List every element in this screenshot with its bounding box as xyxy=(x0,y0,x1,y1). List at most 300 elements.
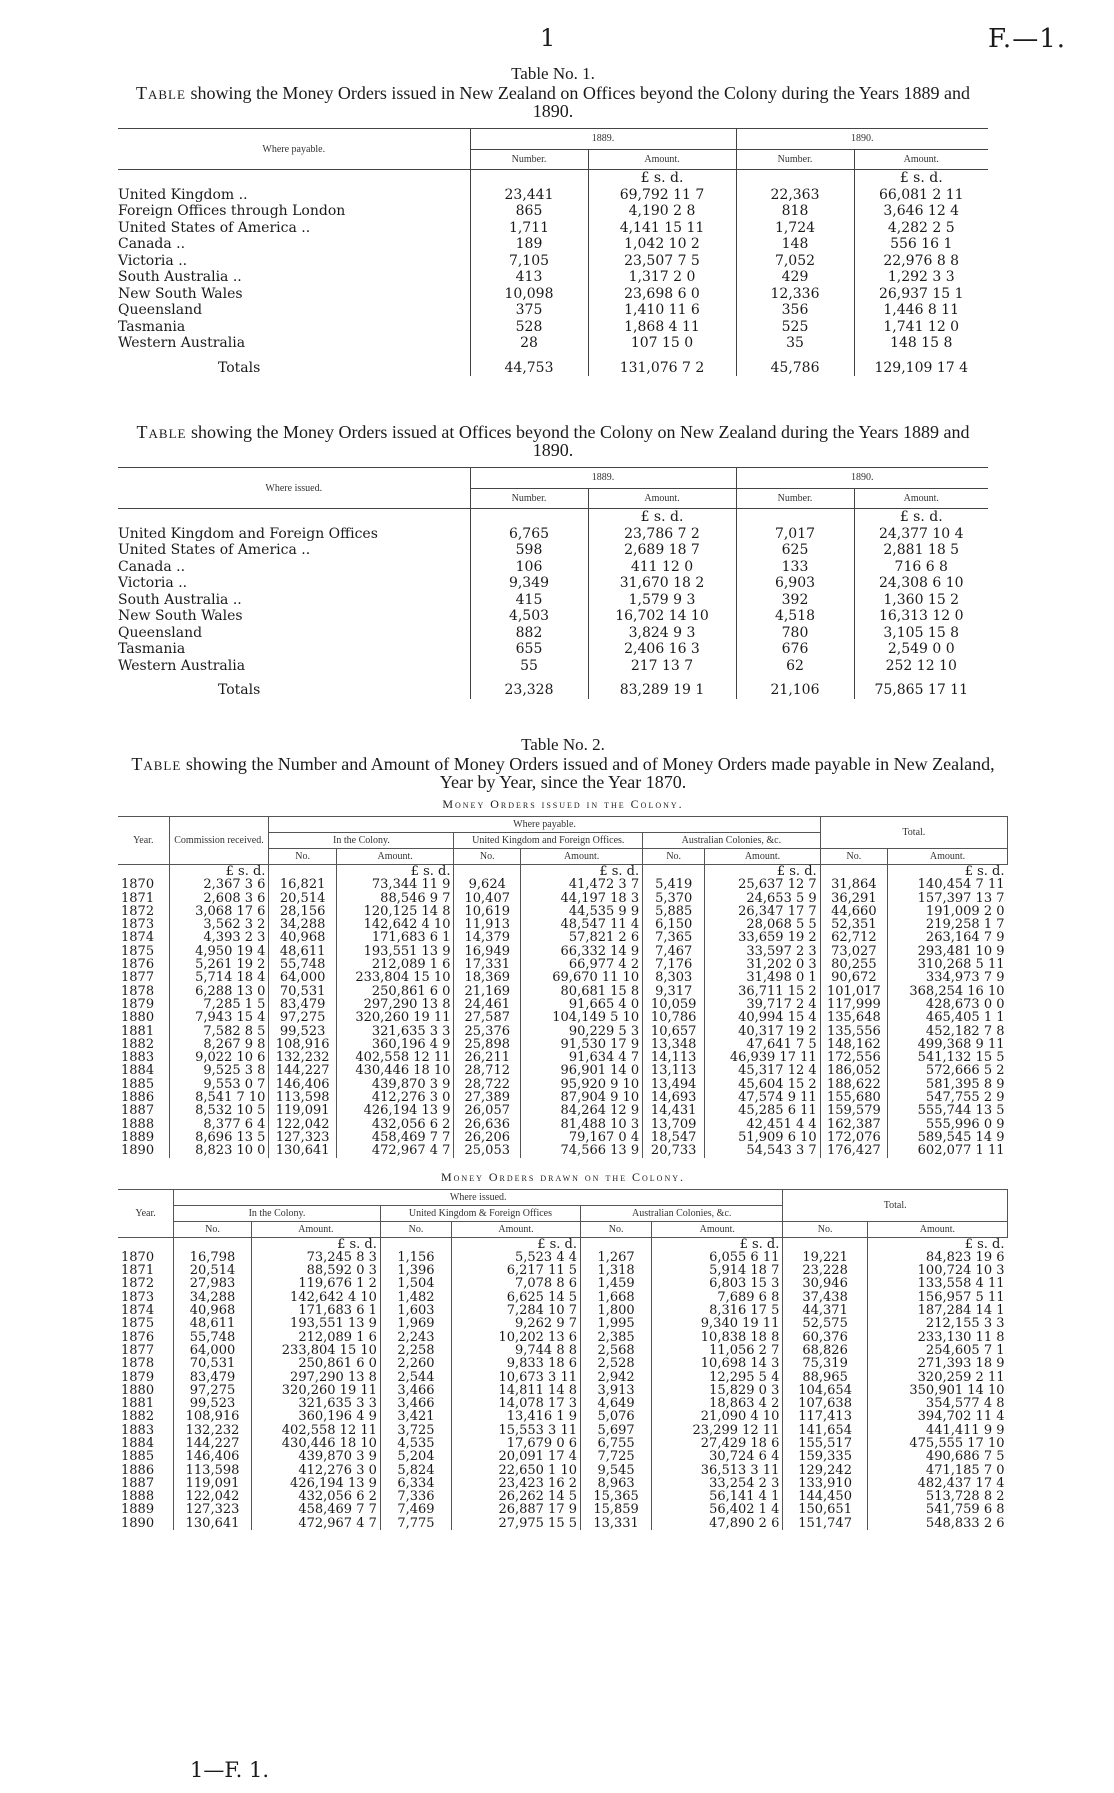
year-cell: 1887 xyxy=(121,1103,155,1119)
place-name: South Australia .. xyxy=(118,269,242,285)
uk-amount-cell: 9,262 9 7 xyxy=(452,1317,581,1330)
uk-no-cell: 26,057 xyxy=(454,1104,521,1117)
table-row xyxy=(118,319,988,336)
total-no-cell: 150,651 xyxy=(783,1503,868,1516)
total-amount-cell: 555,996 0 9 xyxy=(888,1118,1008,1131)
colony-no-cell: 119,091 xyxy=(269,1104,336,1117)
number-1890-cell: 12,336 xyxy=(736,286,854,303)
total-no-cell: 80,255 xyxy=(820,958,887,971)
number-1890-cell: 6,903 xyxy=(736,575,854,592)
uk-no-cell: 9,624 xyxy=(454,878,521,891)
uk-no-cell: 26,211 xyxy=(454,1051,521,1064)
commission-cell: 4,950 19 4 xyxy=(169,945,269,958)
uk-no-cell: 2,258 xyxy=(380,1344,451,1357)
aus-no-cell: 7,365 xyxy=(643,931,705,944)
total-amount-cell: 394,702 11 4 xyxy=(867,1410,1007,1423)
aus-no-cell: 7,467 xyxy=(643,945,705,958)
uk-amount-cell: 17,679 0 6 xyxy=(452,1437,581,1450)
colony-no-cell: 55,748 xyxy=(174,1331,252,1344)
units-label: £ s. d. xyxy=(705,865,820,879)
colony-no-cell: 97,275 xyxy=(174,1384,252,1397)
amount-header: Amount. xyxy=(854,488,988,509)
aus-no-cell: 1,995 xyxy=(581,1317,652,1330)
uk-no-cell: 7,336 xyxy=(380,1490,451,1503)
colony-no-cell: 97,275 xyxy=(269,1011,336,1024)
colony-no-cell: 64,000 xyxy=(269,971,336,984)
aus-no-cell: 9,317 xyxy=(643,985,705,998)
colony-header: In the Colony. xyxy=(269,833,454,849)
amount-header: Amount. xyxy=(452,1221,581,1237)
number-1889-cell: 28 xyxy=(470,335,588,352)
colony-amount-cell: 120,125 14 8 xyxy=(336,905,454,918)
uk-amount-cell: 10,202 13 6 xyxy=(452,1331,581,1344)
total-amount-cell: 548,833 2 6 xyxy=(867,1517,1007,1530)
aus-amount-cell: 54,543 3 7 xyxy=(705,1144,820,1157)
year-1889-header: 1889. xyxy=(470,468,736,489)
colony-no-cell: 99,523 xyxy=(269,1025,336,1038)
aus-no-cell: 13,494 xyxy=(643,1078,705,1091)
total-no-cell: 129,242 xyxy=(783,1464,868,1477)
units-label: £ s. d. xyxy=(521,865,643,879)
aus-no-cell: 6,755 xyxy=(581,1437,652,1450)
total-no-cell: 68,826 xyxy=(783,1344,868,1357)
no-header: No. xyxy=(380,1221,451,1237)
colony-amount-cell: 402,558 12 11 xyxy=(251,1424,380,1437)
colony-amount-cell: 320,260 19 11 xyxy=(251,1384,380,1397)
uk-amount-cell: 87,904 9 10 xyxy=(521,1091,643,1104)
uk-no-cell: 5,204 xyxy=(380,1450,451,1463)
colony-no-cell: 144,227 xyxy=(269,1064,336,1077)
aus-no-cell: 1,668 xyxy=(581,1291,652,1304)
uk-no-cell: 28,722 xyxy=(454,1078,521,1091)
where-issued-header: Where issued. xyxy=(265,482,323,494)
year-cell: 1885 xyxy=(121,1076,155,1092)
amount-1890-cell: 16,313 12 0 xyxy=(854,608,988,625)
aus-no-cell: 2,385 xyxy=(581,1331,652,1344)
total-amount-cell: 156,957 5 11 xyxy=(867,1291,1007,1304)
total-no-cell: 117,413 xyxy=(783,1410,868,1423)
uk-no-cell: 4,535 xyxy=(380,1437,451,1450)
table-row xyxy=(118,658,988,675)
amount-1890-cell: 66,081 2 11 xyxy=(854,187,988,204)
uk-amount-cell: 80,681 15 8 xyxy=(521,985,643,998)
no-header: No. xyxy=(174,1221,252,1237)
aus-amount-cell: 39,717 2 4 xyxy=(705,998,820,1011)
colony-no-cell: 113,598 xyxy=(174,1464,252,1477)
total-no-cell: 36,291 xyxy=(820,892,887,905)
year-cell: 1880 xyxy=(121,1382,155,1398)
table-row xyxy=(118,1051,1008,1064)
year-cell: 1882 xyxy=(121,1036,155,1052)
uk-no-cell: 1,482 xyxy=(380,1291,451,1304)
aus-amount-cell: 36,711 15 2 xyxy=(705,985,820,998)
amount-1889-cell: 1,868 4 11 xyxy=(588,319,736,336)
aus-no-cell: 9,545 xyxy=(581,1464,652,1477)
year-cell: 1872 xyxy=(121,1276,155,1292)
uk-amount-cell: 90,229 5 3 xyxy=(521,1025,643,1038)
uk-no-cell: 3,421 xyxy=(380,1410,451,1423)
number-1890-cell: 429 xyxy=(736,269,854,286)
uk-amount-cell: 23,423 16 2 xyxy=(452,1477,581,1490)
no-header: No. xyxy=(454,849,521,865)
colony-amount-cell: 320,260 19 11 xyxy=(336,1011,454,1024)
no-header: No. xyxy=(269,849,336,865)
number-1889-cell: 106 xyxy=(470,559,588,576)
year-cell: 1876 xyxy=(121,1329,155,1345)
colony-amount-cell: 472,967 4 7 xyxy=(251,1517,380,1530)
commission-cell: 8,377 6 4 xyxy=(169,1118,269,1131)
number-1890-cell: 525 xyxy=(736,319,854,336)
number-1890-cell: 62 xyxy=(736,658,854,675)
total-no-cell: 104,654 xyxy=(783,1384,868,1397)
table-row xyxy=(118,187,988,204)
aus-amount-cell: 47,574 9 11 xyxy=(705,1091,820,1104)
colony-amount-cell: 88,546 9 7 xyxy=(336,892,454,905)
aus-no-cell: 2,568 xyxy=(581,1344,652,1357)
commission-cell: 8,267 9 8 xyxy=(169,1038,269,1051)
totals-row xyxy=(118,674,988,699)
total-no-cell: 52,575 xyxy=(783,1317,868,1330)
table-row xyxy=(118,1450,1008,1463)
total-no-cell: 172,076 xyxy=(820,1131,887,1144)
uk-no-cell: 2,243 xyxy=(380,1331,451,1344)
total-amount-cell: 465,405 1 1 xyxy=(888,1011,1008,1024)
total-no-cell: 73,027 xyxy=(820,945,887,958)
year-cell: 1873 xyxy=(121,1289,155,1305)
aus-no-cell: 5,419 xyxy=(643,878,705,891)
place-cell xyxy=(118,302,470,319)
commission-cell: 2,608 3 6 xyxy=(169,892,269,905)
amount-header: Amount. xyxy=(336,849,454,865)
commission-cell: 7,943 15 4 xyxy=(169,1011,269,1024)
total-number-1890: 45,786 xyxy=(736,352,854,377)
place-cell xyxy=(118,187,470,204)
colony-no-cell: 70,531 xyxy=(269,985,336,998)
uk-no-cell: 7,469 xyxy=(380,1503,451,1516)
units-label: £ s. d. xyxy=(251,1237,380,1251)
colony-no-cell: 113,598 xyxy=(269,1091,336,1104)
uk-no-cell: 25,053 xyxy=(454,1144,521,1157)
aus-no-cell: 18,547 xyxy=(643,1131,705,1144)
total-amount-cell: 254,605 7 1 xyxy=(867,1344,1007,1357)
year-cell: 1876 xyxy=(121,957,155,973)
commission-cell: 7,582 8 5 xyxy=(169,1025,269,1038)
year-cell: 1871 xyxy=(121,890,155,906)
uk-amount-cell: 5,523 4 4 xyxy=(452,1251,581,1264)
amount-header: Amount. xyxy=(251,1221,380,1237)
colony-amount-cell: 402,558 12 11 xyxy=(336,1051,454,1064)
year-cell: 1881 xyxy=(121,1396,155,1412)
aus-no-cell: 8,963 xyxy=(581,1477,652,1490)
total-no-cell: 159,335 xyxy=(783,1450,868,1463)
uk-no-cell: 1,156 xyxy=(380,1251,451,1264)
amount-1889-cell: 1,317 2 0 xyxy=(588,269,736,286)
commission-cell: 6,288 13 0 xyxy=(169,985,269,998)
uk-no-cell: 10,407 xyxy=(454,892,521,905)
colony-no-cell: 16,821 xyxy=(269,878,336,891)
no-header: No. xyxy=(820,849,887,865)
colony-amount-cell: 88,592 0 3 xyxy=(251,1264,380,1277)
aus-amount-cell: 9,340 19 11 xyxy=(652,1317,783,1330)
colony-amount-cell: 212,089 1 6 xyxy=(336,958,454,971)
table-row xyxy=(118,1424,1008,1437)
total-number-1889: 44,753 xyxy=(470,352,588,377)
uk-amount-cell: 22,650 1 10 xyxy=(452,1464,581,1477)
aus-amount-cell: 33,254 2 3 xyxy=(652,1477,783,1490)
year-cell: 1875 xyxy=(121,943,155,959)
number-header: Number. xyxy=(470,149,588,170)
amount-1889-cell: 2,406 16 3 xyxy=(588,641,736,658)
colony-amount-cell: 142,642 4 10 xyxy=(251,1291,380,1304)
table1b xyxy=(118,467,988,699)
table-row xyxy=(118,1011,1008,1024)
year-cell: 1870 xyxy=(121,877,155,893)
colony-no-cell: 28,156 xyxy=(269,905,336,918)
amount-1890-cell: 716 6 8 xyxy=(854,559,988,576)
number-1889-cell: 9,349 xyxy=(470,575,588,592)
amount-header: Amount. xyxy=(521,849,643,865)
year-cell: 1875 xyxy=(121,1316,155,1332)
commission-cell: 3,068 17 6 xyxy=(169,905,269,918)
total-no-cell: 186,052 xyxy=(820,1064,887,1077)
amount-1889-cell: 107 15 0 xyxy=(588,335,736,352)
colony-amount-cell: 432,056 6 2 xyxy=(336,1118,454,1131)
units-label: £ s. d. xyxy=(867,1237,1007,1251)
uk-amount-cell: 26,887 17 9 xyxy=(452,1503,581,1516)
uk-no-cell: 1,396 xyxy=(380,1264,451,1277)
uk-no-cell: 6,334 xyxy=(380,1477,451,1490)
table-row xyxy=(118,1317,1008,1330)
colony-amount-cell: 73,344 11 9 xyxy=(336,878,454,891)
uk-no-cell: 1,504 xyxy=(380,1277,451,1290)
uk-amount-cell: 9,833 18 6 xyxy=(452,1357,581,1370)
aus-amount-cell: 24,653 5 9 xyxy=(705,892,820,905)
uk-amount-cell: 66,977 4 2 xyxy=(521,958,643,971)
table-row xyxy=(118,1371,1008,1384)
uk-no-cell: 2,260 xyxy=(380,1357,451,1370)
amount-1890-cell: 2,549 0 0 xyxy=(854,641,988,658)
total-amount-cell: 84,823 19 6 xyxy=(867,1251,1007,1264)
number-1889-cell: 1,711 xyxy=(470,220,588,237)
uk-amount-cell: 9,744 8 8 xyxy=(452,1344,581,1357)
total-amount-cell: 555,744 13 5 xyxy=(888,1104,1008,1117)
number-1889-cell: 655 xyxy=(470,641,588,658)
table-row xyxy=(118,203,988,220)
colony-amount-cell: 297,290 13 8 xyxy=(251,1371,380,1384)
amount-1889-cell: 1,042 10 2 xyxy=(588,236,736,253)
total-no-cell: 52,351 xyxy=(820,918,887,931)
uk-amount-cell: 79,167 0 4 xyxy=(521,1131,643,1144)
amount-1889-cell: 4,141 15 11 xyxy=(588,220,736,237)
number-header: Number. xyxy=(736,149,854,170)
number-1890-cell: 4,518 xyxy=(736,608,854,625)
total-amount-cell: 572,666 5 2 xyxy=(888,1064,1008,1077)
year-cell: 1879 xyxy=(121,996,155,1012)
amount-1890-cell: 3,646 12 4 xyxy=(854,203,988,220)
year-cell: 1888 xyxy=(121,1489,155,1505)
amount-1890-cell: 556 16 1 xyxy=(854,236,988,253)
aus-amount-cell: 33,597 2 3 xyxy=(705,945,820,958)
total-amount-cell: 581,395 8 9 xyxy=(888,1078,1008,1091)
colony-amount-cell: 233,804 15 10 xyxy=(336,971,454,984)
issued-subcaption: Money Orders issued in the Colony. xyxy=(442,797,684,811)
uk-amount-cell: 104,149 5 10 xyxy=(521,1011,643,1024)
total-no-cell: 144,450 xyxy=(783,1490,868,1503)
place-name: United States of America .. xyxy=(118,219,311,236)
totals-label: Totals xyxy=(218,359,261,376)
document-reference: F.—1. xyxy=(987,24,1066,54)
drawn-subcaption: Money Orders drawn on the Colony. xyxy=(440,1169,686,1184)
year-cell: 1870 xyxy=(121,1249,155,1265)
aus-amount-cell: 12,295 5 4 xyxy=(652,1371,783,1384)
colony-no-cell: 16,798 xyxy=(174,1251,252,1264)
total-no-cell: 90,672 xyxy=(820,971,887,984)
year-cell: 1878 xyxy=(121,983,155,999)
where-payable-header: Where payable. xyxy=(269,817,820,833)
total-amount-cell: 310,268 5 11 xyxy=(888,958,1008,971)
number-header: Number. xyxy=(470,488,588,509)
commission-cell: 5,261 19 2 xyxy=(169,958,269,971)
year-cell: 1879 xyxy=(121,1369,155,1385)
table-row xyxy=(118,905,1008,918)
table-row xyxy=(118,1025,1008,1038)
aus-amount-cell: 25,637 12 7 xyxy=(705,878,820,891)
commission-cell: 8,696 13 5 xyxy=(169,1131,269,1144)
total-no-cell: 31,864 xyxy=(820,878,887,891)
year-cell: 1890 xyxy=(121,1143,155,1159)
table-row xyxy=(118,892,1008,905)
table-row xyxy=(118,1038,1008,1051)
no-header: No. xyxy=(643,849,705,865)
number-1890-cell: 148 xyxy=(736,236,854,253)
year-cell: 1871 xyxy=(121,1263,155,1279)
colony-amount-cell: 412,276 3 0 xyxy=(336,1091,454,1104)
number-1890-cell: 676 xyxy=(736,641,854,658)
table-row xyxy=(118,1384,1008,1397)
table2-drawn xyxy=(118,1189,1008,1531)
total-amount-cell: 452,182 7 8 xyxy=(888,1025,1008,1038)
commission-cell: 2,367 3 6 xyxy=(169,878,269,891)
number-1889-cell: 10,098 xyxy=(470,286,588,303)
colony-no-cell: 83,479 xyxy=(174,1371,252,1384)
commission-cell: 8,541 7 10 xyxy=(169,1091,269,1104)
number-1890-cell: 625 xyxy=(736,542,854,559)
table-row xyxy=(118,1291,1008,1304)
colony-no-cell: 64,000 xyxy=(174,1344,252,1357)
aus-no-cell: 15,859 xyxy=(581,1503,652,1516)
table-row xyxy=(118,1251,1008,1264)
number-1890-cell: 7,052 xyxy=(736,253,854,270)
commission-cell: 8,532 10 5 xyxy=(169,1104,269,1117)
number-1889-cell: 882 xyxy=(470,625,588,642)
amount-1890-cell: 1,292 3 3 xyxy=(854,269,988,286)
units-label: £ s. d. xyxy=(854,170,988,187)
table-row xyxy=(118,220,988,237)
total-amount-cell: 212,155 3 3 xyxy=(867,1317,1007,1330)
place-cell xyxy=(118,335,470,352)
total-no-cell: 44,660 xyxy=(820,905,887,918)
amount-1890-cell: 148 15 8 xyxy=(854,335,988,352)
aus-no-cell: 1,459 xyxy=(581,1277,652,1290)
aus-amount-cell: 36,513 3 11 xyxy=(652,1464,783,1477)
uk-no-cell: 1,603 xyxy=(380,1304,451,1317)
number-1889-cell: 375 xyxy=(470,302,588,319)
uk-no-cell: 28,712 xyxy=(454,1064,521,1077)
total-amount-cell: 320,259 2 11 xyxy=(867,1371,1007,1384)
uk-amount-cell: 14,811 14 8 xyxy=(452,1384,581,1397)
aus-amount-cell: 45,604 15 2 xyxy=(705,1078,820,1091)
aus-amount-cell: 33,659 19 2 xyxy=(705,931,820,944)
table2-issued xyxy=(118,816,1008,1158)
colony-amount-cell: 430,446 18 10 xyxy=(336,1064,454,1077)
amount-1889-cell: 411 12 0 xyxy=(588,559,736,576)
year-cell: 1886 xyxy=(121,1462,155,1478)
year-cell: 1882 xyxy=(121,1409,155,1425)
colony-amount-cell: 171,683 6 1 xyxy=(336,931,454,944)
uk-amount-cell: 96,901 14 0 xyxy=(521,1064,643,1077)
table-row xyxy=(118,1064,1008,1077)
number-1890-cell: 818 xyxy=(736,203,854,220)
uk-amount-cell: 81,488 10 3 xyxy=(521,1118,643,1131)
amount-header: Amount. xyxy=(888,849,1008,865)
australian-header: Australian Colonies, &c. xyxy=(581,1205,783,1221)
colony-amount-cell: 430,446 18 10 xyxy=(251,1437,380,1450)
place-name: Tasmania xyxy=(118,318,186,335)
total-amount-cell: 140,454 7 11 xyxy=(888,878,1008,891)
colony-header: In the Colony. xyxy=(174,1205,381,1221)
colony-amount-cell: 458,469 7 7 xyxy=(336,1131,454,1144)
total-amount-cell: 441,411 9 9 xyxy=(867,1424,1007,1437)
footer-signature: 1—F. 1. xyxy=(190,1758,270,1782)
colony-amount-cell: 321,635 3 3 xyxy=(251,1397,380,1410)
number-1890-cell: 780 xyxy=(736,625,854,642)
amount-1889-cell: 31,670 18 2 xyxy=(588,575,736,592)
year-cell: 1886 xyxy=(121,1090,155,1106)
amount-1890-cell: 1,741 12 0 xyxy=(854,319,988,336)
amount-1889-cell: 3,824 9 3 xyxy=(588,625,736,642)
amount-1889-cell: 23,698 6 0 xyxy=(588,286,736,303)
place-name: Foreign Offices through London xyxy=(118,203,346,219)
aus-no-cell: 5,697 xyxy=(581,1424,652,1437)
place-name: Canada .. xyxy=(118,558,186,575)
total-no-cell: 88,965 xyxy=(783,1371,868,1384)
total-no-cell: 30,946 xyxy=(783,1277,868,1290)
number-1890-cell: 392 xyxy=(736,592,854,609)
number-1889-cell: 6,765 xyxy=(470,526,588,543)
aus-amount-cell: 51,909 6 10 xyxy=(705,1131,820,1144)
uk-header: United Kingdom & Foreign Offices xyxy=(380,1205,580,1221)
year-cell: 1881 xyxy=(121,1023,155,1039)
colony-no-cell: 130,641 xyxy=(269,1144,336,1157)
aus-amount-cell: 6,803 15 3 xyxy=(652,1277,783,1290)
uk-amount-cell: 44,197 18 3 xyxy=(521,892,643,905)
aus-no-cell: 5,885 xyxy=(643,905,705,918)
colony-amount-cell: 432,056 6 2 xyxy=(251,1490,380,1503)
commission-header: Commission received. xyxy=(169,817,269,865)
number-1889-cell: 7,105 xyxy=(470,253,588,270)
table1-heading: Table No. 1. xyxy=(511,64,595,83)
total-amount-1890: 75,865 17 11 xyxy=(854,674,988,699)
place-name: Queensland xyxy=(118,302,203,318)
table1a xyxy=(118,128,988,376)
total-amount-1889: 131,076 7 2 xyxy=(588,352,736,377)
place-cell xyxy=(118,658,470,675)
uk-amount-cell: 6,625 14 5 xyxy=(452,1291,581,1304)
place-cell xyxy=(118,641,470,658)
aus-no-cell: 7,725 xyxy=(581,1450,652,1463)
total-amount-cell: 602,077 1 11 xyxy=(888,1144,1008,1157)
total-number-1890: 21,106 xyxy=(736,674,854,699)
